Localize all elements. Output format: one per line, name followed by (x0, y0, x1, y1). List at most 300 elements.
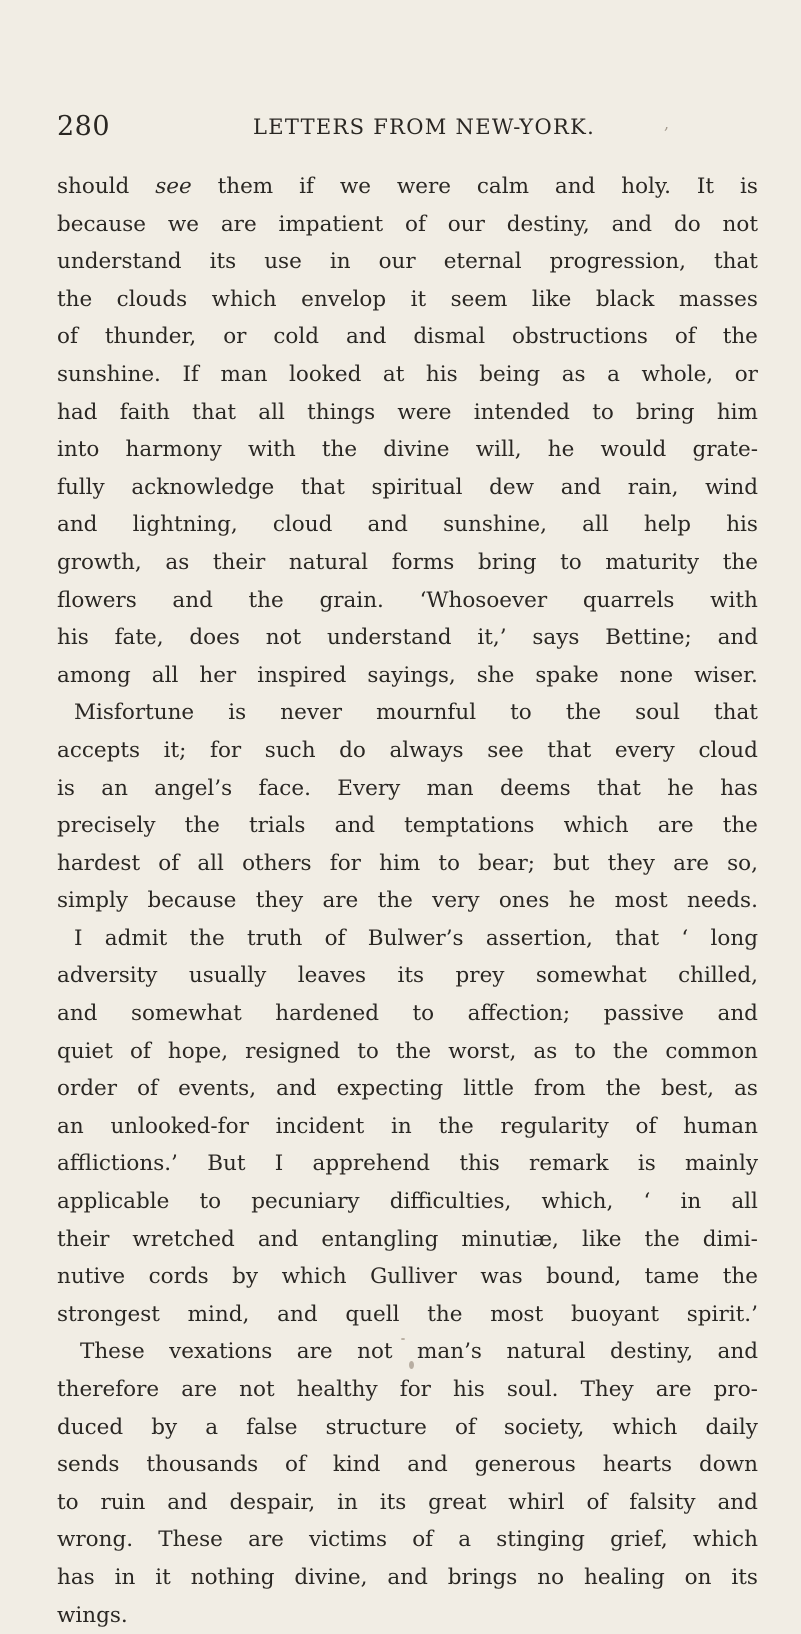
header-mark: , (664, 114, 670, 133)
text-word: are (181, 1377, 218, 1402)
text-word: generous (474, 1452, 576, 1478)
text-word: their (57, 1226, 110, 1252)
text-word: grief, (610, 1527, 668, 1553)
text-word: entangling (321, 1226, 439, 1252)
text-word: such (264, 737, 316, 763)
text-word: applicable (57, 1189, 170, 1215)
text-word: as (165, 549, 190, 575)
text-line (57, 807, 758, 845)
text-word: are (322, 888, 359, 914)
text-line (57, 1521, 758, 1559)
text-line (57, 732, 758, 770)
text-line (57, 1258, 758, 1296)
text-word: the (722, 813, 758, 839)
text-word: and (717, 1489, 758, 1515)
text-word: all (582, 512, 609, 538)
text-word: difficulties, (389, 1189, 512, 1215)
text-word: These (158, 1527, 223, 1553)
text-word: into (57, 437, 100, 463)
text-word: therefore (57, 1377, 160, 1402)
text-line (57, 243, 758, 281)
text-word: at (382, 361, 405, 387)
text-line (57, 1371, 758, 1409)
text-word: help (643, 512, 692, 538)
text-word: impatient (278, 211, 384, 237)
text-word: the (427, 1301, 463, 1327)
text-word: natural (506, 1339, 586, 1365)
text-word: kind (332, 1452, 381, 1478)
text-word: to (357, 1038, 379, 1064)
text-word: which (563, 813, 629, 839)
text-word: brings (447, 1564, 518, 1590)
text-word: the (722, 549, 758, 575)
text-word: usually (188, 963, 267, 989)
text-word: ‘ (643, 1189, 651, 1215)
text-word: are (657, 813, 694, 839)
text-word: destiny, (610, 1339, 694, 1365)
text-word: wings. (57, 1602, 128, 1628)
text-word: forms (391, 549, 455, 575)
text-word: all (197, 850, 224, 876)
text-word: soul. (506, 1377, 559, 1402)
text-word: were (396, 174, 451, 199)
text-word: buoyant (570, 1301, 659, 1327)
text-word: looked (289, 361, 362, 387)
text-word: prey (455, 963, 505, 989)
text-word: nothing (190, 1564, 275, 1590)
text-word: inspired (257, 662, 347, 688)
text-line (57, 394, 758, 432)
text-word: our (378, 249, 416, 275)
text-word: and (717, 1001, 758, 1027)
text-word: its (209, 249, 237, 275)
text-word: natural (288, 549, 369, 575)
text-word: is (637, 1151, 656, 1177)
text-word: quarrels (582, 587, 675, 613)
text-word: sunshine. (57, 361, 161, 387)
text-word: sayings, (367, 662, 456, 688)
text-word: his (453, 1377, 485, 1402)
text-word: on (684, 1564, 712, 1590)
text-word: of (137, 1076, 158, 1102)
text-word: like (531, 286, 572, 312)
text-word: and (167, 1489, 208, 1515)
text-word: passive (603, 1001, 684, 1027)
text-word: daily (705, 1414, 758, 1440)
text-word: with (247, 437, 296, 463)
text-word: not (265, 625, 302, 651)
text-word: by (232, 1264, 259, 1290)
text-word: If (182, 361, 199, 387)
text-word: which (612, 1414, 678, 1440)
text-word: best, (661, 1076, 714, 1102)
text-line (57, 770, 758, 808)
text-word: the (644, 1226, 680, 1252)
text-word: which (692, 1527, 758, 1553)
text-word: the (605, 1076, 641, 1102)
text-word: that (596, 775, 641, 801)
text-word: admit (104, 925, 168, 951)
text-word: structure (325, 1414, 427, 1440)
text-word: affection; (467, 1001, 571, 1027)
text-word: apprehend (312, 1151, 431, 1177)
text-word: destiny, (506, 211, 590, 237)
text-line (57, 206, 758, 244)
text-word: for (210, 737, 242, 763)
text-word: the (189, 925, 225, 951)
text-word: grate- (692, 437, 758, 463)
text-word: he (667, 775, 694, 801)
text-line (57, 1559, 758, 1597)
text-word: divine, (294, 1564, 368, 1590)
text-word: dimi- (702, 1226, 758, 1252)
text-word: great (428, 1489, 487, 1515)
text-word: duced (57, 1414, 124, 1440)
text-line (57, 1183, 758, 1221)
text-word: tame (644, 1264, 700, 1290)
text-line (57, 619, 758, 657)
text-word: nutive (57, 1264, 126, 1290)
page-speck (409, 1361, 414, 1369)
text-word: none (619, 662, 674, 688)
text-line (57, 845, 758, 883)
text-line (57, 1333, 758, 1371)
text-word: deems (500, 775, 571, 801)
text-word: But (207, 1151, 246, 1177)
text-word: to (592, 399, 614, 425)
text-word: as (561, 361, 586, 387)
text-word: simply (57, 888, 129, 914)
text-word: stinging (496, 1527, 585, 1553)
text-word: face. (258, 775, 311, 801)
text-word: and (172, 587, 213, 613)
text-word: ‘ (681, 925, 689, 951)
text-word: hardened (275, 1001, 380, 1027)
text-word: others (242, 850, 312, 876)
body-text (57, 168, 758, 1634)
text-word: assertion, (485, 925, 593, 951)
text-word: down (699, 1452, 758, 1478)
text-word: wrong. (57, 1527, 134, 1553)
text-word: thousands (146, 1452, 259, 1478)
text-word: fully (57, 474, 105, 500)
text-word: so, (727, 850, 758, 876)
text-word: were (397, 399, 452, 425)
page-number: 280 (57, 111, 111, 142)
text-word: cloud (272, 512, 333, 538)
text-word: do (673, 211, 701, 237)
text-word: and (57, 1001, 98, 1027)
text-line (57, 1145, 758, 1183)
text-word: of (158, 850, 180, 876)
text-word: ones (498, 888, 550, 914)
page-speck (401, 1338, 405, 1340)
text-word: this (459, 1151, 500, 1177)
text-word: and (334, 813, 376, 839)
text-word: intended (473, 399, 570, 425)
text-word: hearts (602, 1452, 673, 1478)
text-word: faith (119, 399, 170, 425)
text-line (57, 957, 758, 995)
text-word: and (276, 1076, 317, 1102)
text-word: that (713, 700, 758, 726)
text-word: and (560, 474, 602, 500)
text-line (57, 356, 758, 394)
text-word: and (717, 625, 758, 651)
text-word: clouds (116, 286, 188, 312)
text-word: rain, (627, 474, 679, 500)
text-word: false (246, 1414, 298, 1440)
text-word: its (397, 963, 425, 989)
text-word: pecuniary (251, 1189, 360, 1215)
text-word: do (339, 737, 366, 763)
text-word: them (217, 174, 274, 199)
text-word: that (547, 737, 592, 763)
text-word: mainly (685, 1151, 758, 1177)
text-word: him (716, 399, 758, 425)
text-word: to (412, 1001, 435, 1027)
text-word: the (184, 813, 220, 839)
text-word: that (300, 474, 345, 500)
text-word: not (357, 1339, 393, 1365)
text-word: to (199, 1189, 222, 1215)
text-word: is (228, 700, 247, 726)
text-word: progression, (549, 249, 686, 275)
text-word: the (613, 1038, 649, 1064)
text-word: the (722, 324, 758, 350)
text-word: resigned (245, 1038, 341, 1064)
text-word: it (410, 286, 427, 312)
text-word: trials (248, 813, 306, 839)
text-line (57, 469, 758, 507)
text-word: is (57, 775, 75, 801)
text-word: in (114, 1564, 136, 1590)
text-line (57, 544, 758, 582)
running-head: LETTERS FROM NEW-YORK. (253, 115, 596, 139)
text-word: healing (583, 1564, 665, 1590)
text-word: pro- (713, 1377, 758, 1402)
text-word: cords (148, 1264, 209, 1290)
text-word: in (680, 1189, 702, 1215)
text-word: it; (163, 737, 187, 763)
text-word: It (696, 174, 715, 199)
text-word: its (731, 1564, 758, 1590)
text-word: the (722, 1264, 758, 1290)
text-word: falsity (629, 1489, 696, 1515)
text-word: the (565, 700, 602, 726)
text-word: always (389, 737, 464, 763)
text-word: in (337, 1489, 358, 1515)
text-word: of (324, 925, 346, 951)
text-word: sends (57, 1452, 120, 1478)
text-word: masses (678, 286, 758, 312)
text-word: long (710, 925, 758, 951)
text-word: has (57, 1564, 95, 1590)
text-line (57, 1221, 758, 1259)
text-word: we (339, 174, 371, 199)
text-word: seem (450, 286, 508, 312)
text-word: see (487, 737, 524, 763)
text-word: soul (635, 700, 680, 726)
text-word: the (57, 286, 93, 312)
text-word: that (192, 399, 237, 425)
text-word: are (296, 1339, 333, 1365)
text-word: spirit.’ (686, 1301, 758, 1327)
text-word: they (255, 888, 304, 914)
text-word: hope, (167, 1038, 229, 1064)
text-word: adversity (57, 963, 158, 989)
text-word: thunder, (104, 324, 197, 350)
text-line (57, 506, 758, 544)
text-word: the (248, 587, 284, 613)
text-word: ‘Whosoever (419, 587, 548, 613)
text-word: the (377, 888, 413, 914)
text-word: with (710, 587, 758, 613)
text-word: all (731, 1189, 758, 1215)
text-word: being (479, 361, 541, 387)
text-word: spiritual (371, 474, 463, 500)
text-word: little (463, 1076, 514, 1102)
text-word: divine (383, 437, 450, 463)
text-word: and (345, 324, 387, 350)
text-word: minutiæ, (461, 1226, 559, 1252)
text-word: events, (178, 1076, 257, 1102)
text-word: are (220, 211, 257, 237)
text-word: they (607, 850, 655, 876)
text-word: acknowledge (131, 474, 275, 500)
text-word: whirl (508, 1489, 565, 1515)
text-word: or (223, 324, 247, 350)
text-word: like (581, 1226, 622, 1252)
text-word: are (655, 1377, 692, 1402)
text-word: chilled, (678, 963, 758, 989)
text-word: spake (535, 662, 599, 688)
text-line (57, 1296, 758, 1334)
text-word: all (258, 399, 285, 425)
text-word: the (438, 1113, 474, 1139)
text-word: the (395, 1038, 432, 1064)
text-word: flowers (57, 587, 137, 613)
text-word: eternal (443, 249, 522, 275)
text-word: dew (489, 474, 535, 500)
text-word: bring (477, 549, 537, 575)
text-line (57, 1033, 758, 1071)
text-line (57, 995, 758, 1033)
text-word: are (248, 1527, 284, 1553)
text-word: somewhat (130, 1001, 242, 1027)
text-word: has (720, 775, 758, 801)
text-word: angel’s (154, 775, 233, 801)
text-word: a (607, 361, 620, 387)
text-word: if (299, 174, 314, 199)
text-word: and (717, 1339, 758, 1365)
text-word: wretched (132, 1226, 235, 1252)
text-word: was (480, 1264, 523, 1290)
text-word: worst, (448, 1038, 517, 1064)
text-word: most (490, 1301, 544, 1327)
text-word: in (329, 249, 351, 275)
text-word: very (432, 888, 480, 914)
text-word: man (220, 361, 268, 387)
text-word: understand (326, 625, 452, 651)
text-word: society, (503, 1414, 585, 1440)
text-word: and (277, 1301, 318, 1327)
text-word: harmony (125, 437, 222, 463)
text-word: that (615, 925, 660, 951)
text-word: does (189, 625, 240, 651)
text-word: and (611, 211, 653, 237)
text-word: quell (345, 1301, 400, 1327)
text-word: and (387, 1564, 428, 1590)
text-word: black (595, 286, 655, 312)
text-word: of (635, 1113, 657, 1139)
text-line (57, 582, 758, 620)
text-word: among (57, 662, 131, 688)
text-word: and (407, 1452, 448, 1478)
text-word: common (665, 1038, 758, 1064)
text-word: Gulliver (370, 1264, 457, 1290)
text-word: all (151, 662, 179, 688)
text-word: will, (475, 437, 522, 463)
text-word: Bulwer’s (367, 925, 464, 951)
text-word: which (281, 1264, 347, 1290)
text-word: we (167, 211, 199, 237)
text-word: bear; (478, 850, 535, 876)
text-word: had (57, 399, 98, 425)
text-line (57, 1446, 758, 1484)
text-word: expecting (336, 1076, 444, 1102)
text-word: unlooked-for (110, 1113, 249, 1139)
text-word: as (533, 1038, 558, 1064)
text-word: by (151, 1414, 178, 1440)
text-word: regularity (500, 1113, 609, 1139)
text-word: should (57, 174, 130, 199)
text-word: no (537, 1564, 565, 1590)
text-word: to (574, 1038, 596, 1064)
text-word: victims (309, 1527, 388, 1553)
text-word: obstructions (512, 324, 648, 350)
text-word: incident (275, 1113, 365, 1139)
text-word: would (600, 437, 667, 463)
text-word: it (155, 1564, 171, 1590)
text-word: bound, (546, 1264, 622, 1290)
text-word: hardest (57, 850, 141, 876)
text-word: man’s (417, 1339, 482, 1365)
text-word: of (674, 324, 696, 350)
text-word: These (80, 1339, 145, 1365)
text-word: cloud (698, 737, 758, 763)
text-word: are (673, 850, 709, 876)
text-word: to (560, 549, 582, 575)
text-word: he (547, 437, 575, 463)
text-word: but (553, 850, 590, 876)
text-word: to (57, 1489, 79, 1515)
text-word: his (425, 361, 458, 387)
text-line (57, 694, 758, 732)
text-word: or (734, 361, 758, 387)
text-word: I (74, 925, 83, 951)
text-line (57, 920, 758, 958)
text-line (57, 882, 758, 920)
text-word: ruin (100, 1489, 146, 1515)
text-word: grain. (319, 587, 384, 613)
text-line (57, 657, 758, 695)
text-word: mournful (376, 700, 477, 726)
text-word: it,’ (477, 625, 507, 651)
text-word: afflictions.’ (57, 1151, 178, 1177)
text-word: wind (705, 474, 758, 500)
text-word: because (57, 211, 146, 237)
